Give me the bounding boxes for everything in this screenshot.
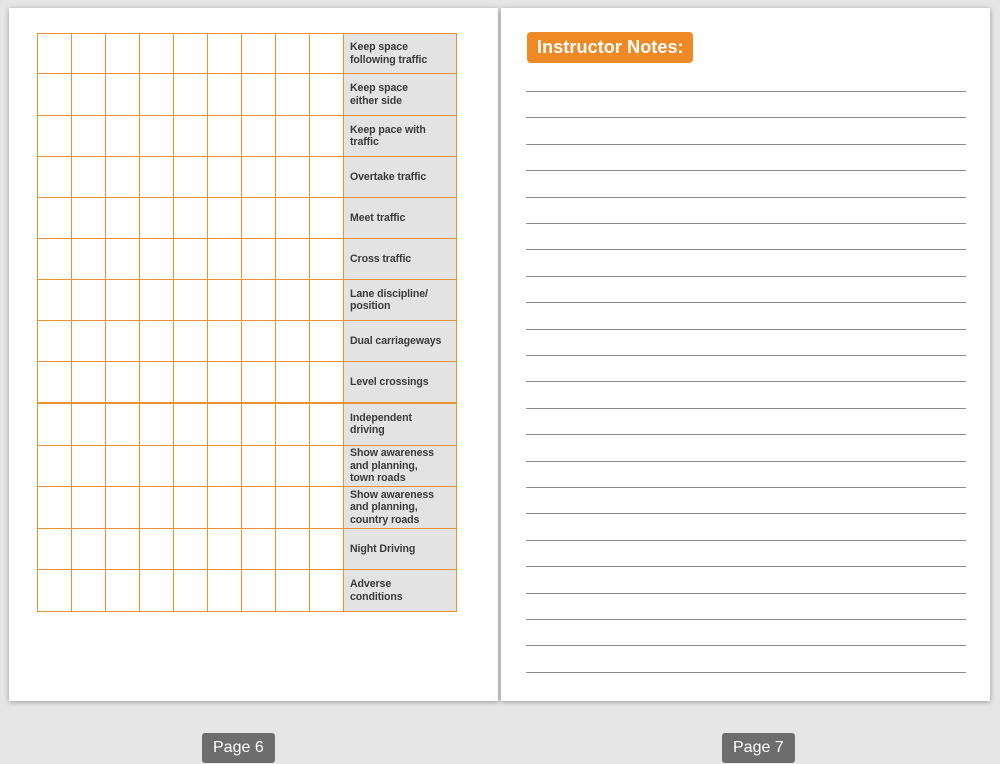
progress-cell: [140, 74, 174, 116]
progress-cell: [38, 403, 72, 446]
progress-cell: [174, 529, 208, 570]
progress-cell: [174, 198, 208, 239]
progress-cell: [72, 74, 106, 116]
progress-cell: [72, 34, 106, 74]
progress-cell: [276, 446, 310, 487]
progress-cell: [242, 487, 276, 529]
progress-cell: [106, 529, 140, 570]
progress-cell: [174, 321, 208, 362]
progress-cell: [310, 487, 344, 529]
skill-label: Adverse conditions: [344, 570, 457, 612]
skill-label: Show awareness and planning, country roads: [344, 487, 457, 529]
progress-cell: [106, 116, 140, 157]
note-line: [526, 117, 966, 118]
progress-cell: [174, 116, 208, 157]
instructor-notes-title: Instructor Notes:: [527, 32, 693, 63]
progress-cell: [174, 239, 208, 280]
progress-cell: [310, 570, 344, 612]
progress-table: [37, 33, 457, 612]
progress-cell: [140, 446, 174, 487]
table-row: [38, 529, 457, 570]
progress-cell: [140, 157, 174, 198]
progress-cell: [208, 403, 242, 446]
progress-cell: [242, 157, 276, 198]
note-line: [526, 619, 966, 620]
progress-cell: [310, 239, 344, 280]
progress-cell: [38, 529, 72, 570]
progress-cell: [140, 198, 174, 239]
note-line: [526, 672, 966, 673]
progress-cell: [242, 116, 276, 157]
progress-cell: [38, 74, 72, 116]
progress-cell: [310, 446, 344, 487]
progress-cell: [106, 403, 140, 446]
progress-cell: [38, 239, 72, 280]
note-line: [526, 593, 966, 594]
progress-cell: [208, 570, 242, 612]
skill-label: Lane discipline/ position: [344, 280, 457, 321]
progress-cell: [72, 362, 106, 403]
progress-cell: [242, 362, 276, 403]
progress-cell: [276, 34, 310, 74]
progress-cell: [174, 157, 208, 198]
progress-cell: [276, 362, 310, 403]
progress-cell: [310, 74, 344, 116]
progress-cell: [106, 321, 140, 362]
progress-cell: [174, 487, 208, 529]
progress-cell: [140, 487, 174, 529]
progress-cell: [276, 116, 310, 157]
progress-cell: [310, 321, 344, 362]
progress-cell: [106, 74, 140, 116]
table-row: [38, 239, 457, 280]
progress-cell: [106, 239, 140, 280]
note-line: [526, 381, 966, 382]
skill-label: Independent driving: [344, 403, 457, 446]
table-row: [38, 34, 457, 74]
note-line: [526, 566, 966, 567]
skill-label: Cross traffic: [344, 239, 457, 280]
progress-cell: [140, 570, 174, 612]
note-line: [526, 249, 966, 250]
progress-cell: [310, 403, 344, 446]
progress-cell: [72, 570, 106, 612]
skill-label: Night Driving: [344, 529, 457, 570]
progress-cell: [276, 74, 310, 116]
progress-cell: [38, 34, 72, 74]
progress-cell: [242, 34, 276, 74]
note-line: [526, 434, 966, 435]
progress-cell: [106, 487, 140, 529]
progress-cell: [208, 157, 242, 198]
progress-cell: [140, 34, 174, 74]
note-line: [526, 408, 966, 409]
progress-cell: [276, 239, 310, 280]
progress-cell: [310, 116, 344, 157]
progress-cell: [174, 362, 208, 403]
page-7-label: Page 7: [722, 733, 795, 763]
progress-cell: [38, 198, 72, 239]
progress-cell: [310, 529, 344, 570]
note-line: [526, 355, 966, 356]
progress-cell: [38, 446, 72, 487]
table-row: [38, 570, 457, 612]
note-line: [526, 91, 966, 92]
note-line: [526, 329, 966, 330]
table-row: [38, 403, 457, 446]
progress-cell: [242, 239, 276, 280]
progress-cell: [140, 403, 174, 446]
progress-cell: [72, 529, 106, 570]
progress-cell: [276, 403, 310, 446]
table-row: [38, 446, 457, 487]
table-row: [38, 198, 457, 239]
progress-cell: [208, 239, 242, 280]
progress-cell: [208, 280, 242, 321]
progress-cell: [310, 362, 344, 403]
table-row: [38, 487, 457, 529]
progress-cell: [38, 362, 72, 403]
table-row: [38, 157, 457, 198]
skill-label: Show awareness and planning, town roads: [344, 446, 457, 487]
progress-cell: [242, 570, 276, 612]
progress-cell: [72, 321, 106, 362]
skill-label: Overtake traffic: [344, 157, 457, 198]
progress-cell: [106, 446, 140, 487]
progress-cell: [106, 570, 140, 612]
progress-cell: [276, 198, 310, 239]
progress-cell: [208, 198, 242, 239]
progress-cell: [242, 446, 276, 487]
progress-cell: [140, 239, 174, 280]
progress-cell: [276, 280, 310, 321]
progress-cell: [140, 116, 174, 157]
page-6: [9, 8, 498, 701]
progress-cell: [38, 487, 72, 529]
progress-cell: [242, 403, 276, 446]
progress-cell: [174, 446, 208, 487]
progress-cell: [140, 529, 174, 570]
progress-cell: [174, 74, 208, 116]
progress-cell: [38, 570, 72, 612]
skill-label: Meet traffic: [344, 198, 457, 239]
note-line: [526, 540, 966, 541]
note-line: [526, 223, 966, 224]
note-line: [526, 276, 966, 277]
progress-cell: [72, 198, 106, 239]
progress-cell: [140, 280, 174, 321]
progress-cell: [208, 362, 242, 403]
progress-cell: [208, 446, 242, 487]
progress-cell: [208, 34, 242, 74]
table-row: [38, 321, 457, 362]
note-line: [526, 513, 966, 514]
progress-cell: [208, 321, 242, 362]
progress-cell: [310, 280, 344, 321]
table-row: [38, 362, 457, 403]
note-line: [526, 144, 966, 145]
progress-cell: [208, 529, 242, 570]
page-7: [501, 8, 990, 701]
progress-cell: [72, 487, 106, 529]
note-line: [526, 302, 966, 303]
note-line: [526, 461, 966, 462]
progress-cell: [208, 116, 242, 157]
progress-cell: [38, 116, 72, 157]
note-line: [526, 197, 966, 198]
progress-cell: [208, 487, 242, 529]
progress-cell: [38, 321, 72, 362]
progress-cell: [72, 239, 106, 280]
progress-cell: [242, 280, 276, 321]
skill-label: Keep pace with traffic: [344, 116, 457, 157]
table-row: [38, 116, 457, 157]
progress-cell: [310, 34, 344, 74]
progress-cell: [38, 157, 72, 198]
progress-cell: [72, 446, 106, 487]
progress-cell: [72, 157, 106, 198]
progress-cell: [242, 198, 276, 239]
progress-cell: [106, 157, 140, 198]
progress-cell: [276, 570, 310, 612]
progress-cell: [72, 403, 106, 446]
progress-cell: [276, 529, 310, 570]
note-line: [526, 170, 966, 171]
progress-cell: [276, 487, 310, 529]
table-row: [38, 74, 457, 116]
progress-cell: [242, 74, 276, 116]
progress-cell: [310, 198, 344, 239]
progress-cell: [276, 321, 310, 362]
progress-cell: [140, 362, 174, 403]
note-line: [526, 487, 966, 488]
progress-cell: [208, 74, 242, 116]
progress-cell: [174, 34, 208, 74]
progress-cell: [140, 321, 174, 362]
progress-cell: [174, 280, 208, 321]
progress-cell: [106, 198, 140, 239]
progress-cell: [276, 157, 310, 198]
progress-cell: [106, 280, 140, 321]
progress-cell: [72, 116, 106, 157]
table-row: [38, 280, 457, 321]
page-6-label: Page 6: [202, 733, 275, 763]
progress-cell: [174, 403, 208, 446]
progress-cell: [242, 529, 276, 570]
progress-cell: [310, 157, 344, 198]
progress-cell: [174, 570, 208, 612]
progress-cell: [106, 34, 140, 74]
skill-label: Keep space following traffic: [344, 34, 457, 74]
progress-cell: [242, 321, 276, 362]
progress-cell: [72, 280, 106, 321]
note-line: [526, 645, 966, 646]
progress-cell: [106, 362, 140, 403]
skill-label: Keep space either side: [344, 74, 457, 116]
skill-label: Level crossings: [344, 362, 457, 403]
skill-label: Dual carriageways: [344, 321, 457, 362]
progress-cell: [38, 280, 72, 321]
